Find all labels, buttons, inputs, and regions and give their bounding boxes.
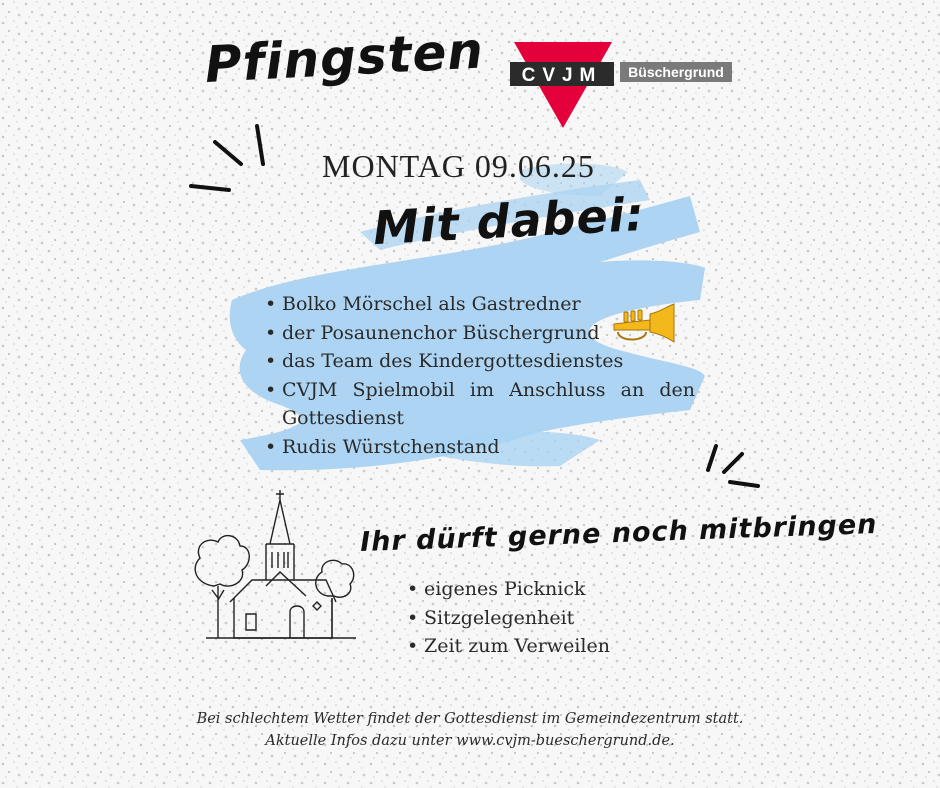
logo-brand-text: CVJM bbox=[521, 65, 603, 86]
list-item: • Zeit zum Verweilen bbox=[407, 632, 707, 661]
logo-location-text: Büschergrund bbox=[628, 64, 724, 80]
list-item: • der Posaunenchor Büschergrund bbox=[265, 319, 695, 348]
footer-line-1: Bei schlechtem Wetter findet der Gottesdienst im Gemeindezentrum statt. bbox=[196, 711, 744, 727]
headline: Pfingsten bbox=[203, 21, 486, 94]
bring-heading: Ihr dürft gerne noch mitbringen bbox=[359, 508, 878, 559]
cvjm-triangle-icon bbox=[510, 40, 735, 130]
cvjm-logo bbox=[510, 40, 735, 130]
accent-strokes-right bbox=[700, 440, 770, 495]
list-item: • Rudis Würstchenstand bbox=[265, 433, 695, 462]
list-item: • Bolko Mörschel als Gastredner bbox=[265, 290, 695, 319]
list-item: • CVJM Spielmobil im Anschluss an den Gottesdienst bbox=[265, 376, 695, 433]
list-item: • Sitzgelegenheit bbox=[407, 604, 707, 633]
footer-line-2: Aktuelle Infos dazu unter www.cvjm-bueschergrund.de. bbox=[265, 733, 675, 749]
bring-list bbox=[407, 575, 707, 661]
footer-note bbox=[150, 708, 790, 752]
trumpet-icon bbox=[610, 302, 678, 346]
accent-strokes-top-left bbox=[185, 120, 275, 200]
list-item: • das Team des Kindergottesdienstes bbox=[265, 347, 695, 376]
list-item: • eigenes Picknick bbox=[407, 575, 707, 604]
with-us-heading: Mit dabei: bbox=[371, 186, 647, 256]
event-date: MONTAG 09.06.25 bbox=[322, 148, 595, 184]
church-illustration bbox=[186, 486, 361, 646]
